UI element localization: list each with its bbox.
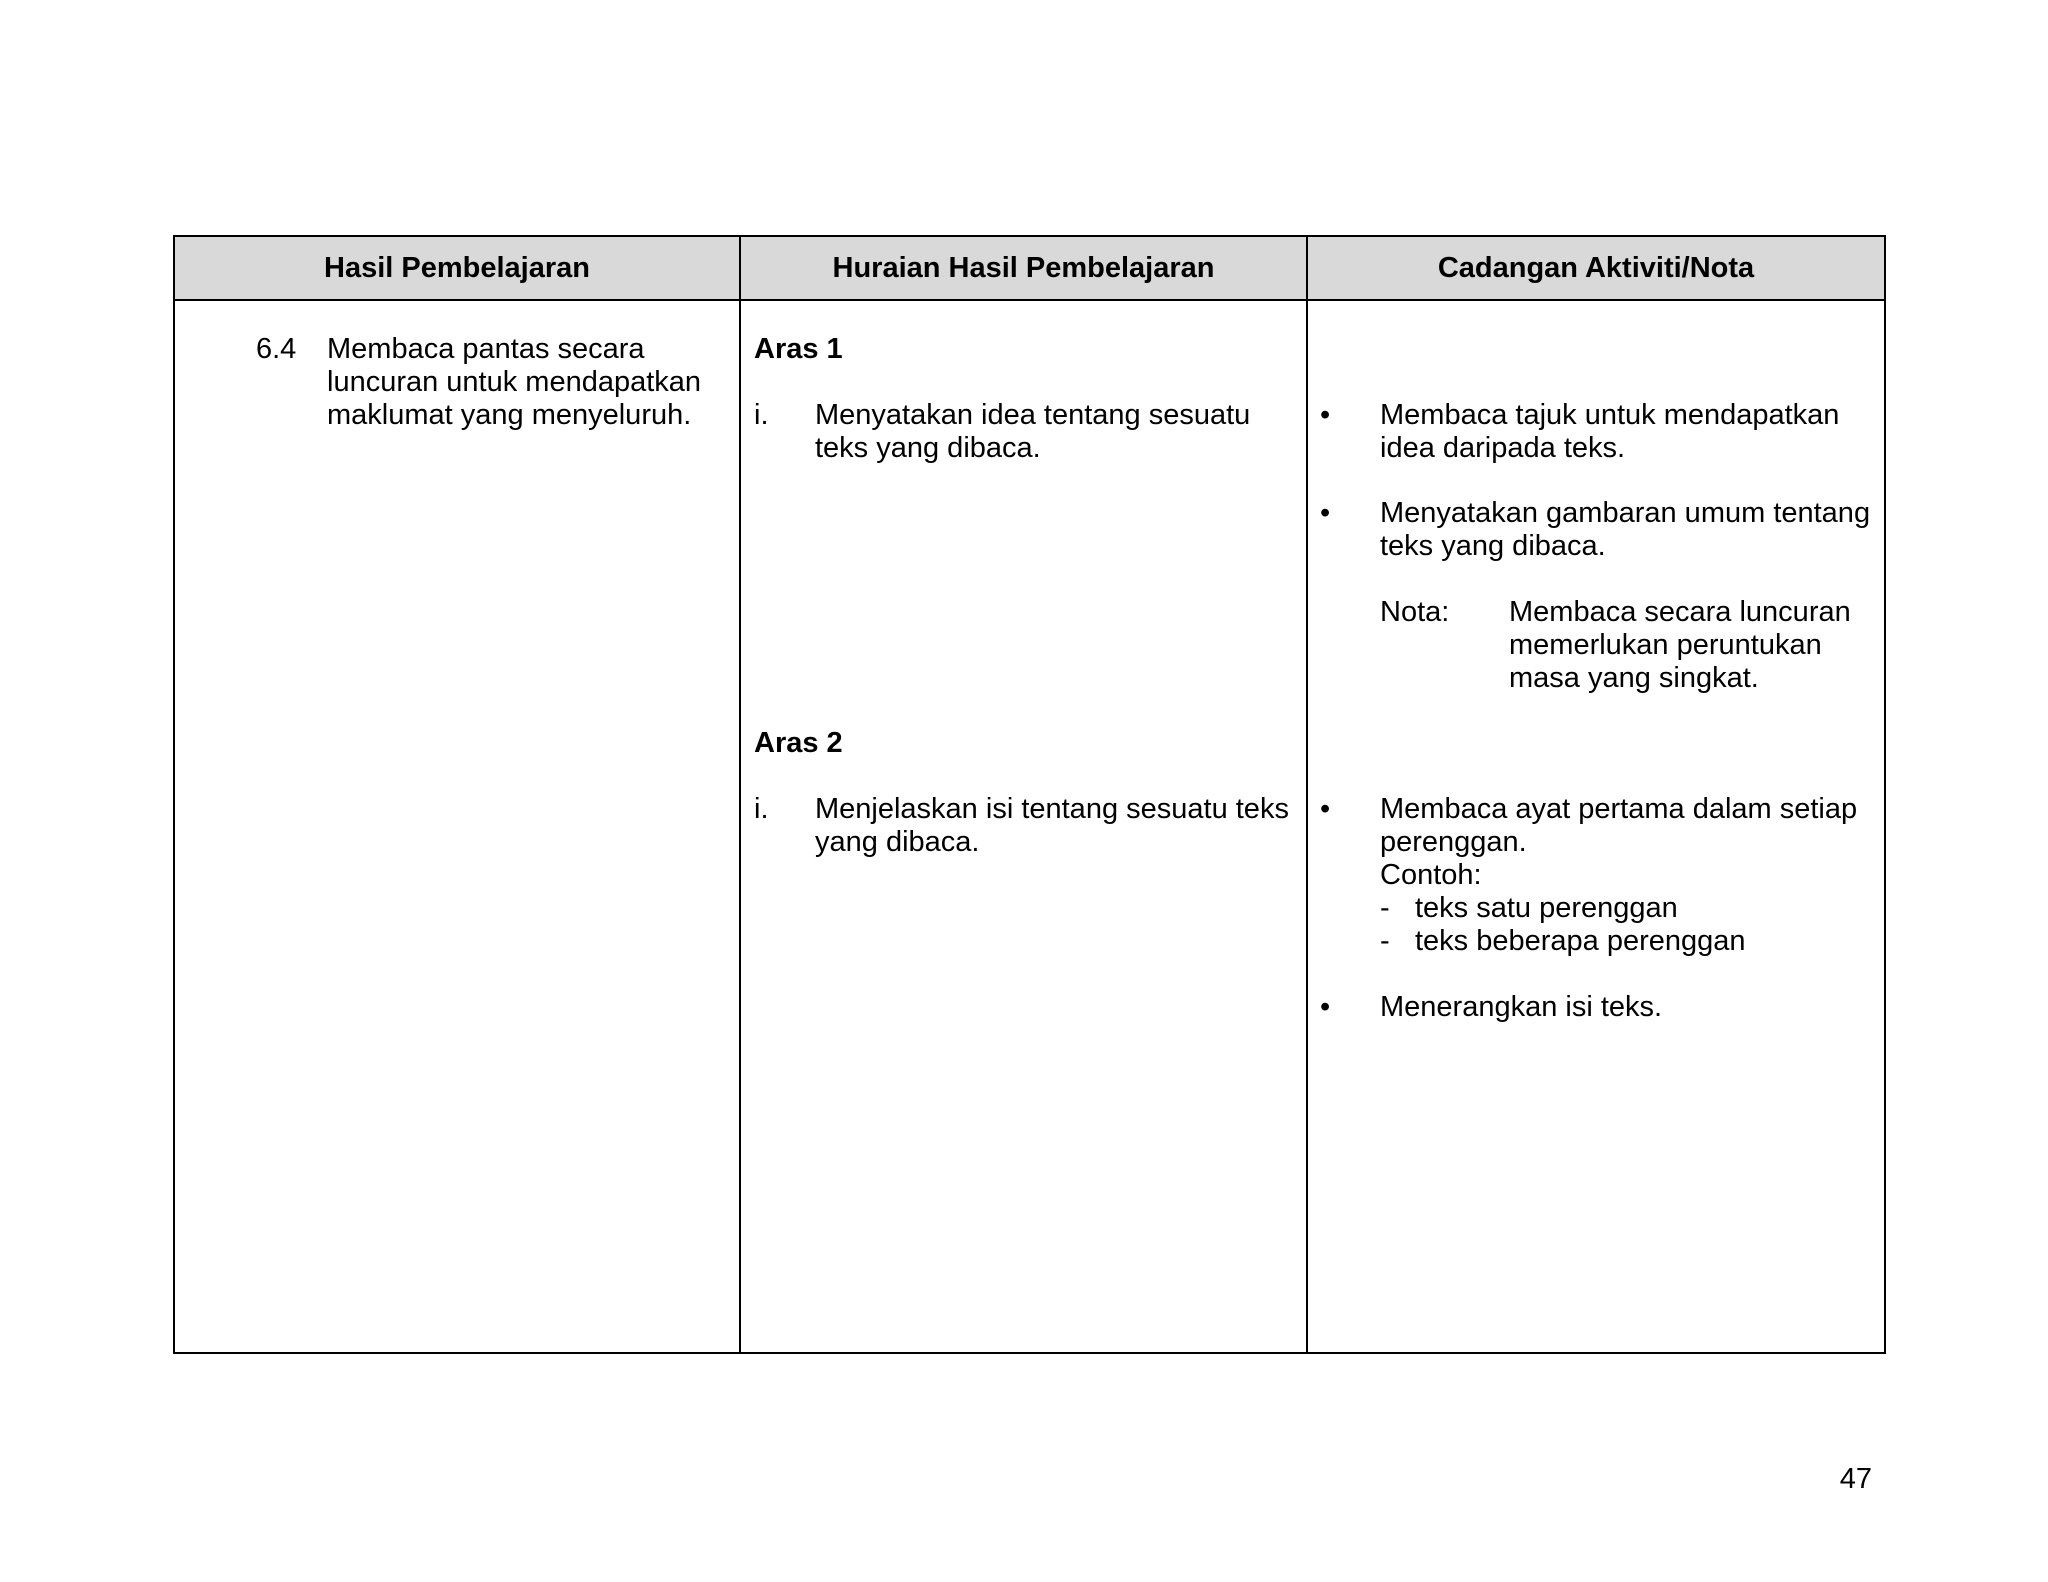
example-text: teks beberapa perenggan xyxy=(1415,925,1746,957)
activity-text: Menyatakan gambaran umum tentang xyxy=(1380,497,1871,529)
bullet-icon: • xyxy=(1320,793,1331,825)
level-item-text: Menjelaskan isi tentang sesuatu teks xyxy=(815,793,1289,825)
column-divider xyxy=(1306,237,1308,1352)
activity-text: perenggan. xyxy=(1380,826,1527,858)
activity-text: idea daripada teks. xyxy=(1380,432,1626,464)
outcome-text-line: luncuran untuk mendapatkan xyxy=(327,366,702,398)
activity-text: teks yang dibaca. xyxy=(1380,530,1606,562)
outcome-text-line: Membaca pantas secara xyxy=(327,333,645,365)
column-divider xyxy=(739,237,741,1352)
bullet-icon: • xyxy=(1320,399,1331,431)
bullet-icon: • xyxy=(1320,497,1331,529)
level-title: Aras 2 xyxy=(754,727,843,759)
note-text: memerlukan peruntukan xyxy=(1509,629,1822,661)
outcome-text-line: maklumat yang menyeluruh. xyxy=(327,399,692,431)
level-item-text: yang dibaca. xyxy=(815,826,980,858)
header-huraian-hasil-pembelajaran: Huraian Hasil Pembelajaran xyxy=(832,251,1215,284)
level-item-text: teks yang dibaca. xyxy=(815,432,1041,464)
activity-text: Membaca tajuk untuk mendapatkan xyxy=(1380,399,1840,431)
activity-text: Menerangkan isi teks. xyxy=(1380,991,1663,1023)
dash-marker: - xyxy=(1380,925,1390,957)
page-number: 47 xyxy=(1839,1463,1872,1495)
example-text: teks satu perenggan xyxy=(1415,892,1678,924)
bullet-icon: • xyxy=(1320,991,1331,1023)
level-item-marker: i. xyxy=(754,793,769,825)
level-item-marker: i. xyxy=(754,399,769,431)
note-text: Membaca secara luncuran xyxy=(1509,596,1851,628)
activity-text: Membaca ayat pertama dalam setiap xyxy=(1380,793,1858,825)
outcome-number: 6.4 xyxy=(256,333,297,365)
header-hasil-pembelajaran: Hasil Pembelajaran xyxy=(324,251,590,284)
header-cadangan-aktiviti-nota: Cadangan Aktiviti/Nota xyxy=(1437,251,1755,284)
activity-text: Contoh: xyxy=(1380,859,1482,891)
dash-marker: - xyxy=(1380,892,1390,924)
level-item-text: Menyatakan idea tentang sesuatu xyxy=(815,399,1251,431)
note-label: Nota: xyxy=(1380,596,1450,628)
level-title: Aras 1 xyxy=(754,333,843,365)
note-text: masa yang singkat. xyxy=(1509,662,1759,694)
